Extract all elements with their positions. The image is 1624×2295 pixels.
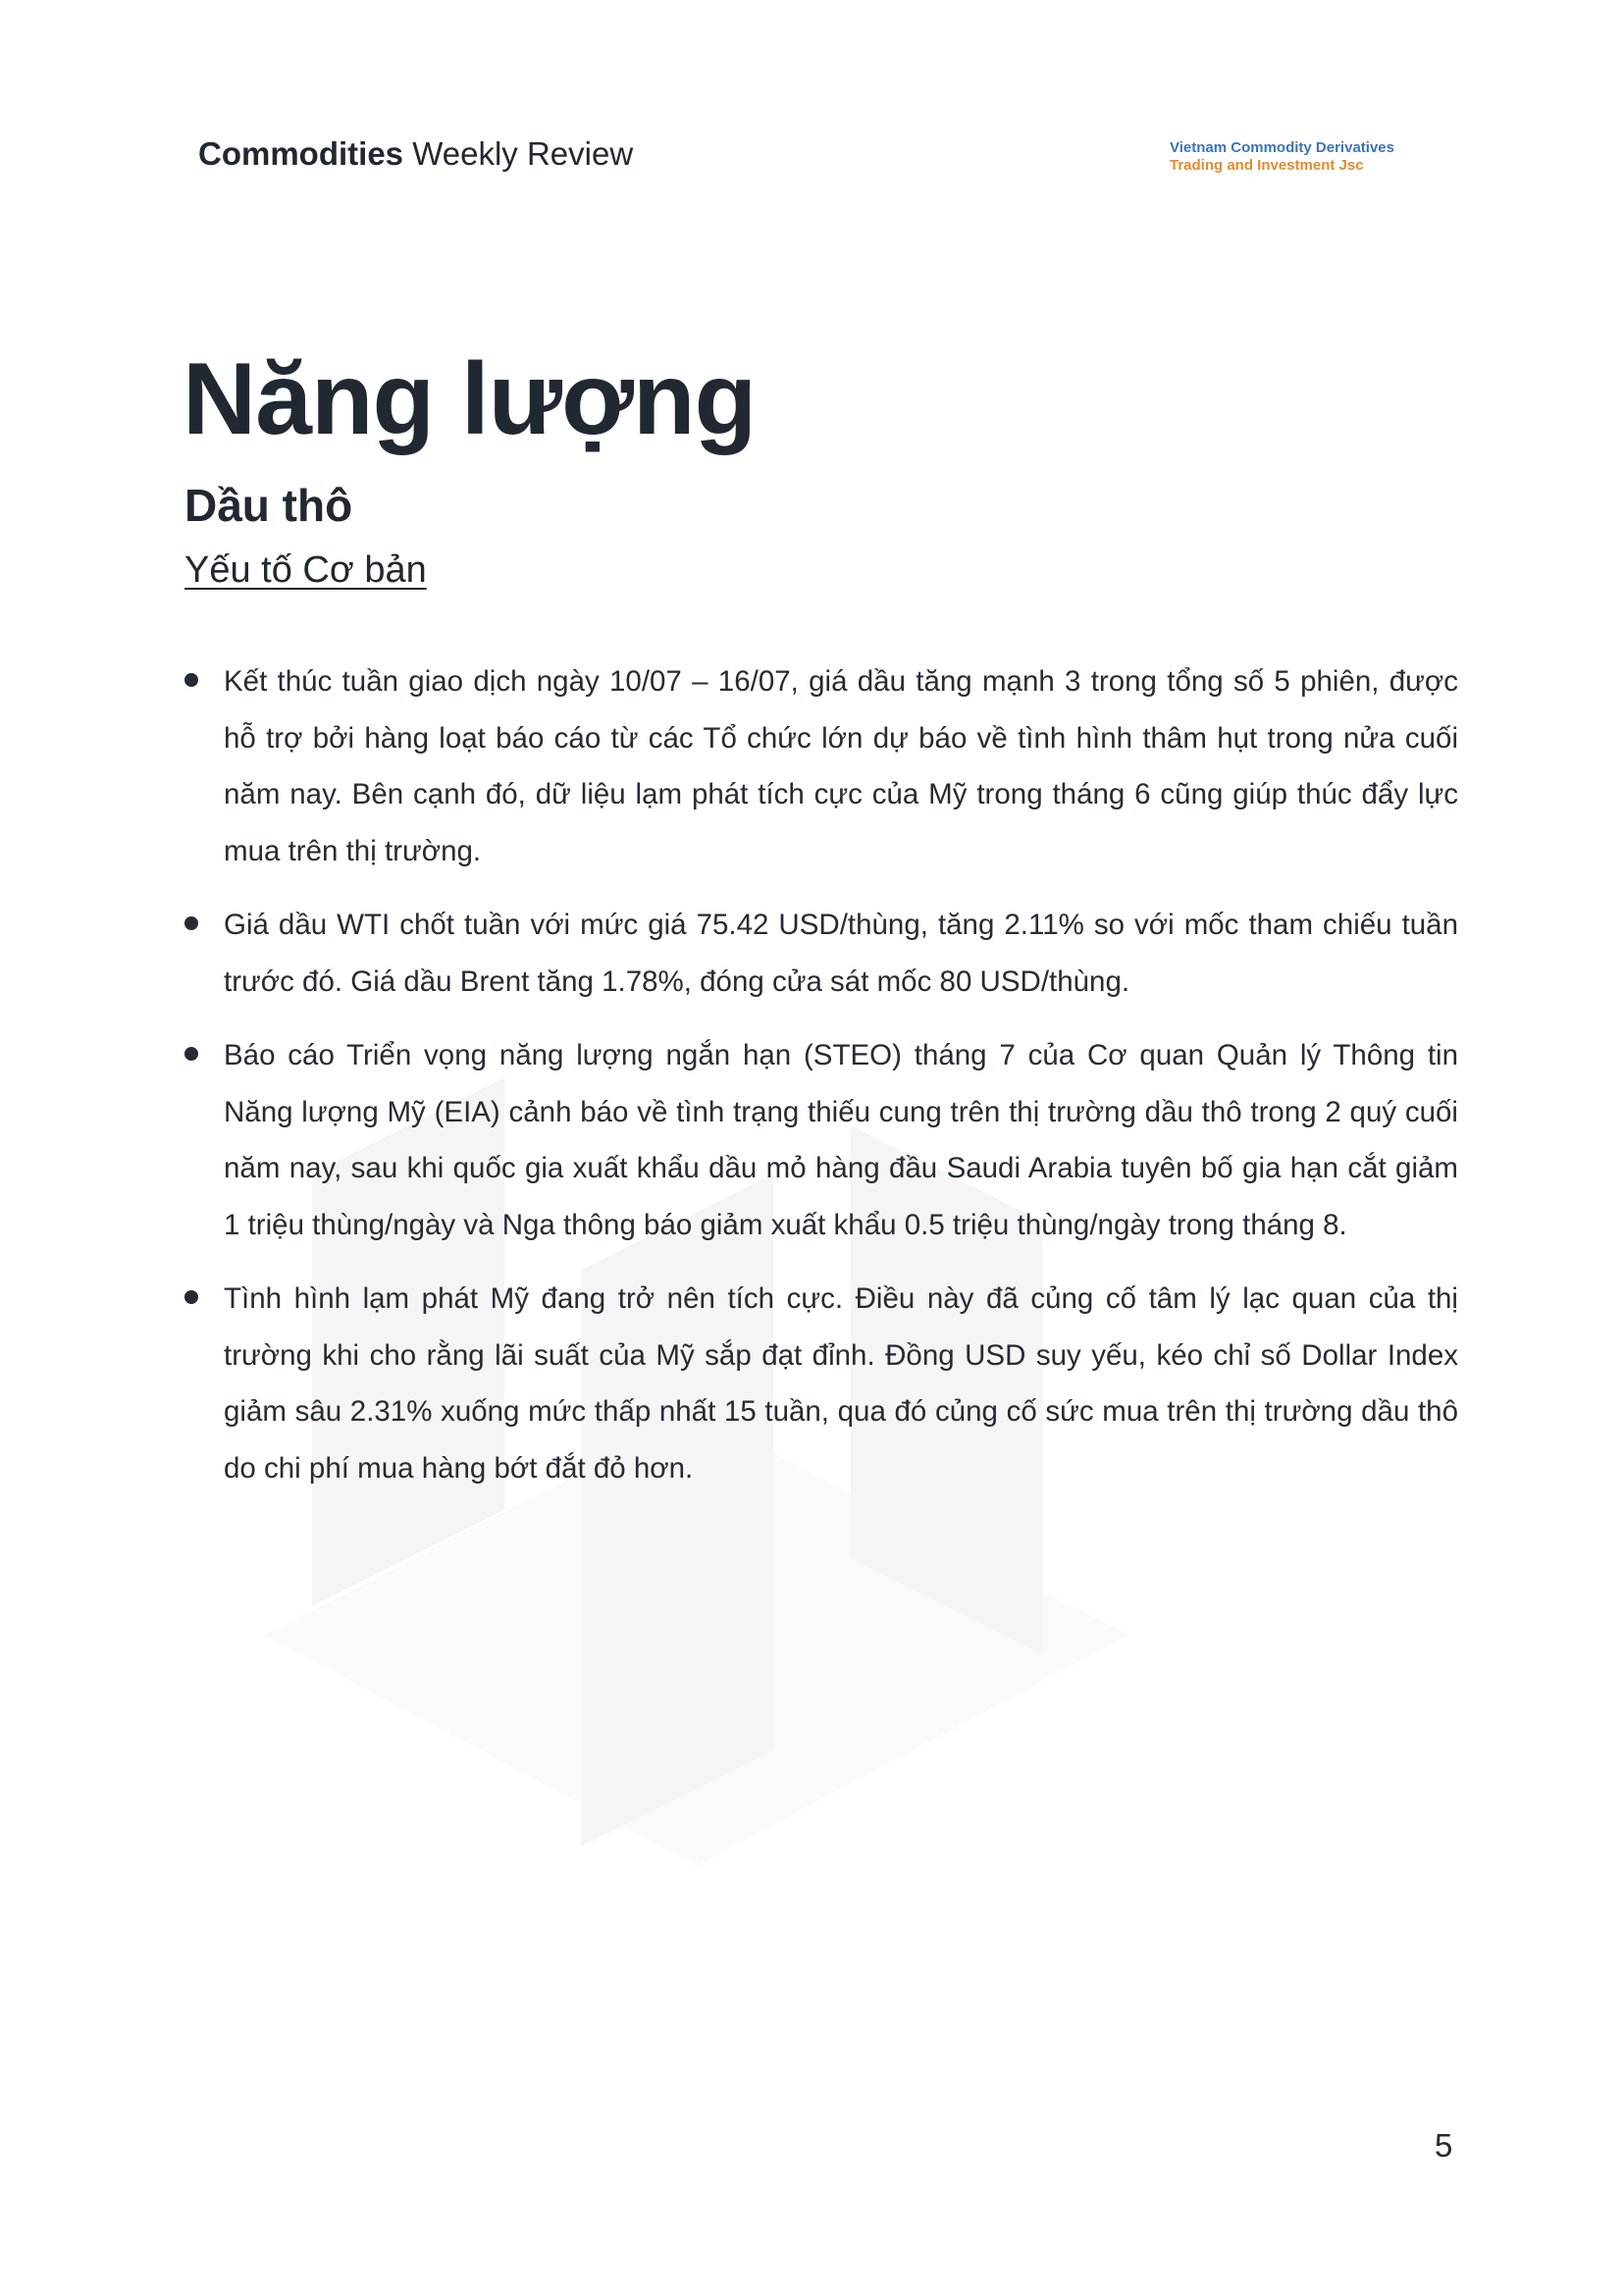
bullet-text: Báo cáo Triển vọng năng lượng ngắn hạn (STEO) tháng 7 của Cơ quan Quản lý Thông tin Năng lượng Mỹ (EIA) cảnh báo về tình trạng thiếu cung trên thị trường dầu thô trong 2 quý cuối năm nay, sau khi quốc gia xuất khẩu dầu mỏ hàng đầu Saudi Arabia tuyên bố gia hạn cắt giảm 1 triệu thùng/ngày và Nga thông báo giảm xuất khẩu 0.5 triệu thùng/ngày trong tháng 8. <box>224 1039 1458 1241</box>
report-header <box>198 135 633 173</box>
bullet-text: Kết thúc tuần giao dịch ngày 10/07 – 16/07, giá dầu tăng mạnh 3 trong tổng số 5 phiên, được hỗ trợ bởi hàng loạt báo cáo từ các Tổ chức lớn dự báo về tình hình thâm hụt trong nửa cuối năm nay. Bên cạnh đó, dữ liệu lạm phát tích cực của Mỹ trong tháng 6 cũng giúp thúc đẩy lực mua trên thị trường. <box>224 665 1458 867</box>
bullet-text: Tình hình lạm phát Mỹ đang trở nên tích cực. Điều này đã củng cố tâm lý lạc quan của thị trường khi cho rằng lãi suất của Mỹ sắp đạt đỉnh. Đồng USD suy yếu, kéo chỉ số Dollar Index giảm sâu 2.31% xuống mức thấp nhất 15 tuần, qua đó củng cố sức mua trên thị trường dầu thô do chi phí mua hàng bớt đắt đỏ hơn. <box>224 1282 1458 1485</box>
header-brand-bold: Commodities <box>198 135 404 172</box>
page-subtitle: Dầu thô <box>184 480 353 531</box>
bullet-dot-icon <box>184 673 198 687</box>
section-heading: Yếu tố Cơ bản <box>184 549 427 591</box>
bullet-item <box>184 1271 1458 1496</box>
page-number: 5 <box>1435 2127 1453 2164</box>
logo-line-1: Vietnam Commodity Derivatives <box>1170 139 1394 156</box>
header-brand-rest: Weekly Review <box>403 135 634 172</box>
bullet-list <box>184 653 1458 1514</box>
bullet-item <box>184 897 1458 1010</box>
bullet-dot-icon <box>184 1047 198 1061</box>
bullet-item <box>184 1027 1458 1253</box>
company-logo <box>1170 139 1394 175</box>
page-title: Năng lượng <box>183 342 757 456</box>
bullet-text: Giá dầu WTI chốt tuần với mức giá 75.42 USD/thùng, tăng 2.11% so với mốc tham chiếu tuần trước đó. Giá dầu Brent tăng 1.78%, đóng cửa sát mốc 80 USD/thùng. <box>224 909 1458 998</box>
bullet-dot-icon <box>184 1290 198 1304</box>
bullet-item <box>184 653 1458 879</box>
logo-line-2: Trading and Investment Jsc <box>1170 157 1364 174</box>
bullet-dot-icon <box>184 916 198 930</box>
